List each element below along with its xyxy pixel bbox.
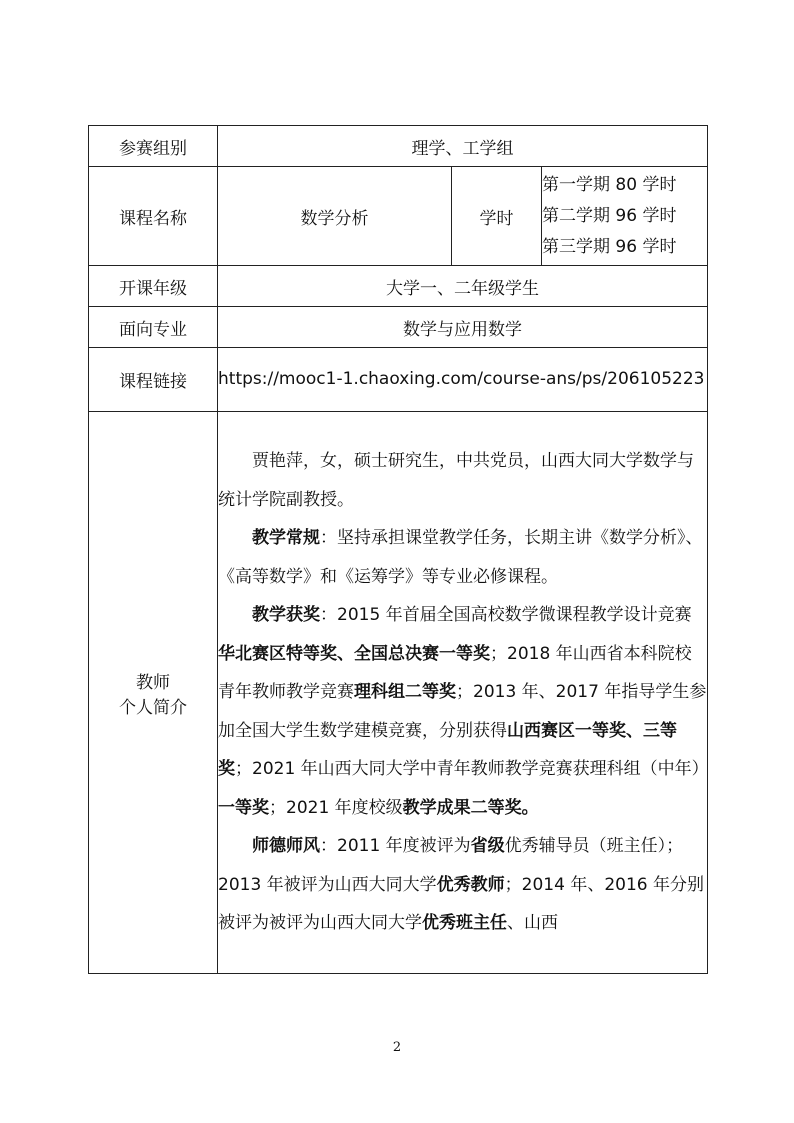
bio-teaching bbox=[218, 519, 707, 596]
grade-label: 开课年级 bbox=[89, 266, 218, 307]
hours-list bbox=[542, 167, 708, 266]
bio-teaching-text: ：坚持承担课堂教学任务，长期主讲《数学分析》、《高等数学》和《运筹学》等专业必修课程。 bbox=[218, 528, 703, 587]
course-label: 课程名称 bbox=[89, 167, 218, 266]
bio-ethics-text: 、山西 bbox=[507, 913, 558, 934]
hours-term-1: 第一学期 80 学时 bbox=[542, 174, 677, 195]
bio-ethics-text: ：2011 年度被评为 bbox=[320, 836, 471, 857]
bio-ethics-text: 优秀辅导员（班主任）；2013 年被评为山西大同大学 bbox=[218, 836, 684, 895]
bio-awards-highlight: 山西赛区一等奖、三等奖 bbox=[218, 720, 677, 780]
bio-awards-text: ；2021 年山西大同大学中青年教师教学竞赛获理科组（中年） bbox=[235, 759, 709, 780]
link-label: 课程链接 bbox=[89, 348, 218, 412]
teacher-label bbox=[89, 412, 218, 974]
page-number: 2 bbox=[392, 1040, 402, 1055]
bio-intro: 贾艳萍，女，硕士研究生，中共党员，山西大同大学数学与统计学院副教授。 bbox=[218, 451, 694, 510]
course-link[interactable]: https://mooc1-1.chaoxing.com/course-ans/ps/206105223 bbox=[218, 348, 708, 412]
row-teacher bbox=[89, 412, 708, 974]
bio-ethics-highlight: 优秀教师 bbox=[436, 874, 505, 895]
bio-awards-highlight: 一等奖 bbox=[218, 797, 269, 818]
hours-term-3: 第三学期 96 学时 bbox=[542, 236, 677, 257]
bio-ethics-text: ；2014 年、2016 年分别被评为被评为山西大同大学 bbox=[218, 874, 705, 934]
hours-label: 学时 bbox=[452, 167, 542, 266]
bio-awards-text: ；2018 年山西省本科院校青年教师教学竞赛 bbox=[218, 643, 692, 703]
group-label: 参赛组别 bbox=[89, 126, 218, 167]
bio-awards-highlight: 理科组二等奖 bbox=[354, 682, 456, 703]
bio-ethics-head: 师德师风 bbox=[252, 836, 320, 857]
teacher-bio bbox=[218, 412, 708, 974]
bio-ethics-highlight: 优秀班主任 bbox=[422, 913, 507, 934]
teacher-label-line1: 教师 bbox=[136, 672, 170, 693]
bio-ethics-highlight: 省级 bbox=[470, 836, 505, 857]
bio-awards-text: ：2015 年首届全国高校数学微课程教学设计竞赛 bbox=[320, 605, 692, 626]
bio-awards bbox=[218, 596, 707, 827]
major-label: 面向专业 bbox=[89, 307, 218, 348]
major-value: 数学与应用数学 bbox=[218, 307, 708, 348]
bio-awards-text: ；2021 年度校级 bbox=[269, 797, 403, 818]
course-info-table bbox=[88, 125, 708, 974]
hours-term-2: 第二学期 96 学时 bbox=[542, 205, 677, 226]
row-link bbox=[89, 348, 708, 412]
bio-awards-text: ；2013 年、2017 年指导学生参加全国大学生数学建模竞赛，分别获得 bbox=[218, 682, 707, 741]
bio-teaching-head: 教学常规 bbox=[252, 528, 320, 549]
bio-ethics bbox=[218, 827, 707, 943]
group-value: 理学、工学组 bbox=[218, 126, 708, 167]
grade-value: 大学一、二年级学生 bbox=[218, 266, 708, 307]
row-group bbox=[89, 126, 708, 167]
row-grade bbox=[89, 266, 708, 307]
row-course bbox=[89, 167, 708, 266]
bio-awards-head: 教学获奖 bbox=[252, 605, 320, 626]
row-major bbox=[89, 307, 708, 348]
bio-awards-highlight: 华北赛区特等奖、全国总决赛一等奖 bbox=[218, 643, 490, 664]
course-value: 数学分析 bbox=[218, 167, 452, 266]
teacher-label-line2: 个人简介 bbox=[119, 697, 187, 718]
bio-awards-highlight: 教学成果二等奖。 bbox=[402, 797, 539, 818]
